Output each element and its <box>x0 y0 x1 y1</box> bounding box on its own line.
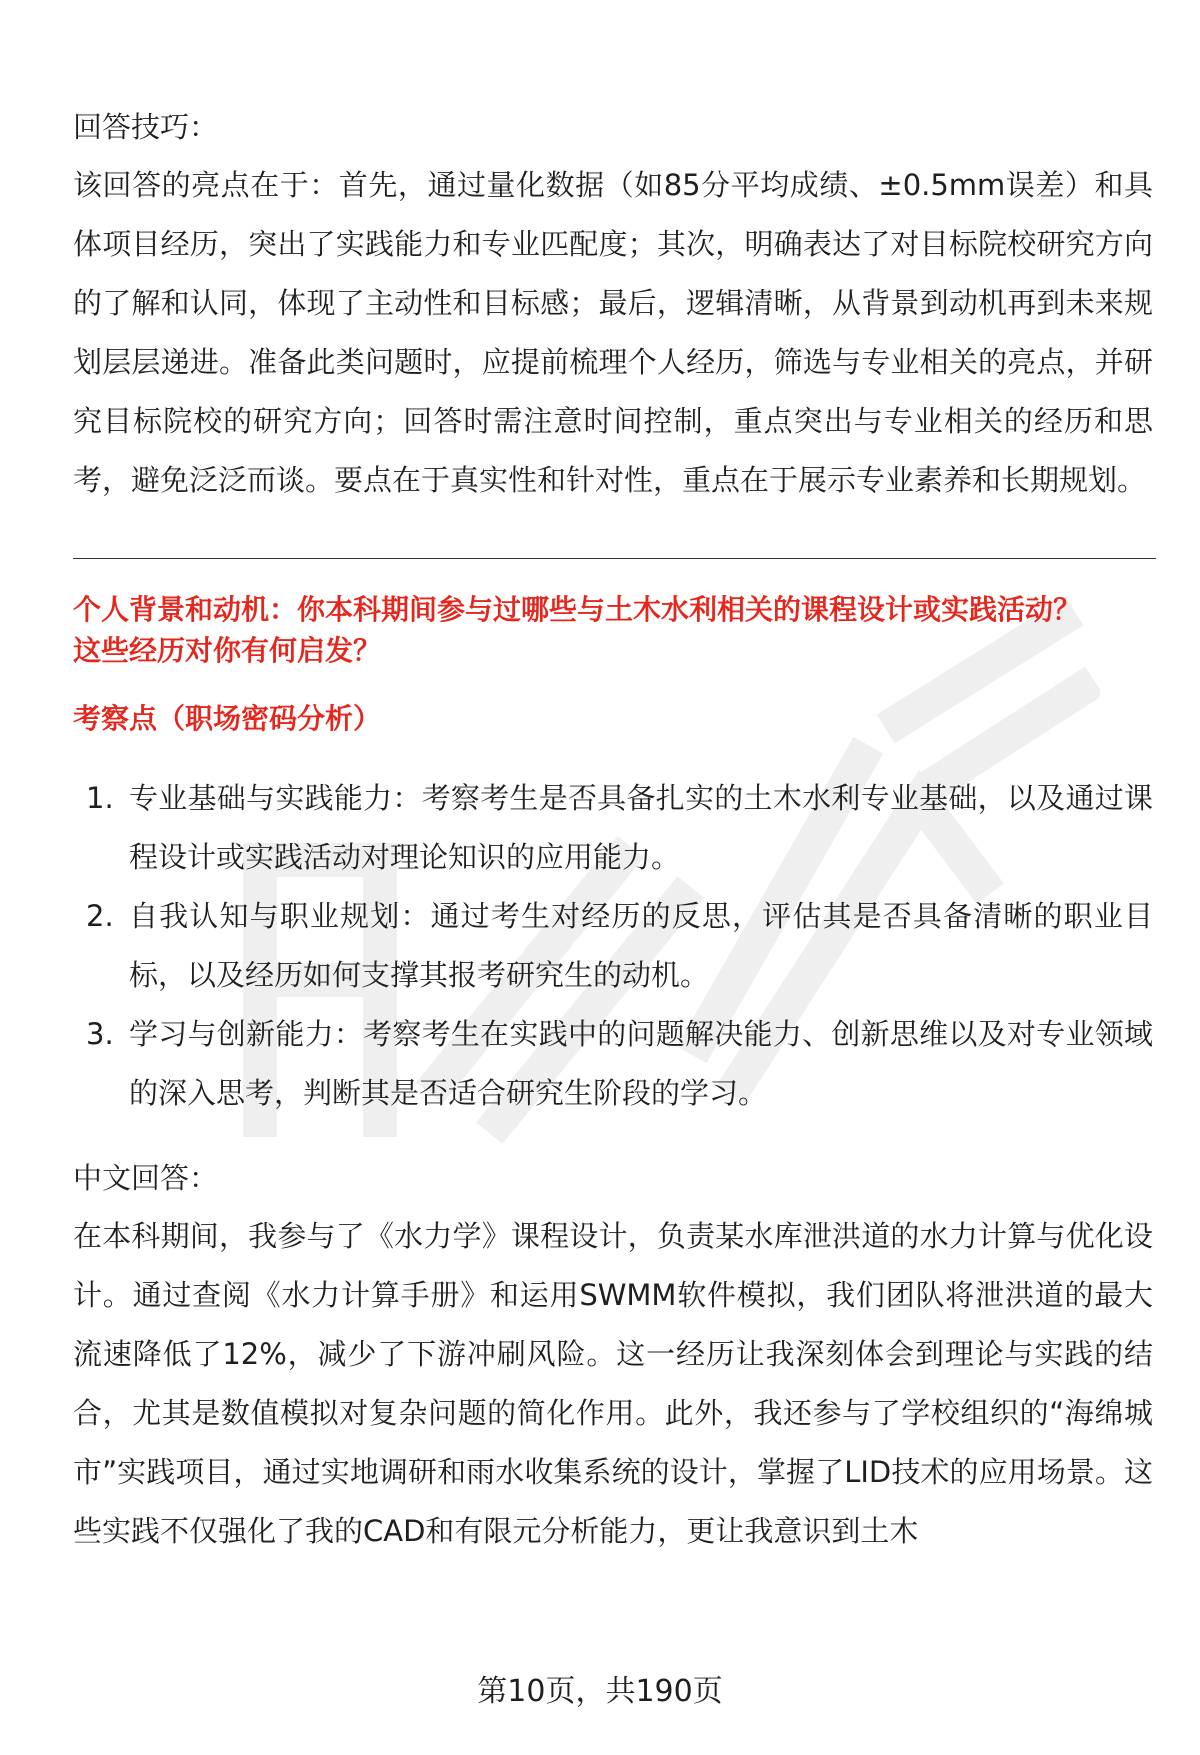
focus-list <box>73 769 1153 1123</box>
list-item-number: 3. <box>86 1017 114 1051</box>
list-item-number: 2. <box>86 899 114 933</box>
list-item <box>73 769 1153 887</box>
list-item <box>73 1005 1153 1123</box>
tips-paragraph: 该回答的亮点在于：首先，通过量化数据（如85分平均成绩、±0.5mm误差）和具体项目经历，突出了实践能力和专业匹配度；其次，明确表达了对目标院校研究方向的了解和认同，体现了主动性和目标感；最后，逻辑清晰，从背景到动机再到未来规划层层递进。准备此类问题时，应提前梳理个人经历，筛选与专业相关的亮点，并研究目标院校的研究方向；回答时需注意时间控制，重点突出与专业相关的经历和思考，避免泛泛而谈。要点在于真实性和针对性，重点在于展示专业素养和长期规划。 <box>73 168 1153 497</box>
page-footer: 第10页，共190页 <box>477 1674 723 1709</box>
section-divider <box>73 558 1156 559</box>
list-item-text: 自我认知与职业规划：通过考生对经历的反思，评估其是否具备清晰的职业目标，以及经历如何支撑其报考研究生的动机。 <box>129 899 1153 992</box>
answer-label: 中文回答： <box>73 1161 219 1195</box>
main-content <box>73 98 1153 1561</box>
list-item-text: 专业基础与实践能力：考察考生是否具备扎实的土木水利专业基础，以及通过课程设计或实践活动对理论知识的应用能力。 <box>129 781 1153 874</box>
tips-label: 回答技巧： <box>73 110 219 144</box>
list-item-number: 1. <box>86 781 114 815</box>
question-line-1: 个人背景和动机：你本科期间参与过哪些与土木水利相关的课程设计或实践活动？ <box>73 593 1082 626</box>
question-heading <box>73 589 1153 671</box>
list-item <box>73 887 1153 1005</box>
question-line-2: 这些经历对你有何启发？ <box>73 634 382 667</box>
list-item-text: 学习与创新能力：考察考生在实践中的问题解决能力、创新思维以及对专业领域的深入思考，判断其是否适合研究生阶段的学习。 <box>129 1017 1153 1110</box>
focus-title: 考察点（职场密码分析） <box>73 702 382 735</box>
answer-paragraph: 在本科期间，我参与了《水力学》课程设计，负责某水库泄洪道的水力计算与优化设计。通过查阅《水力计算手册》和运用SWMM软件模拟，我们团队将泄洪道的最大流速降低了12%，减少了下游冲刷风险。这一经历让我深刻体会到理论与实践的结合，尤其是数值模拟对复杂问题的简化作用。此外，我还参与了学校组织的“海绵城市”实践项目，通过实地调研和雨水收集系统的设计，掌握了LID技术的应用场景。这些实践不仅强化了我的CAD和有限元分析能力，更让我意识到土木 <box>73 1219 1153 1548</box>
